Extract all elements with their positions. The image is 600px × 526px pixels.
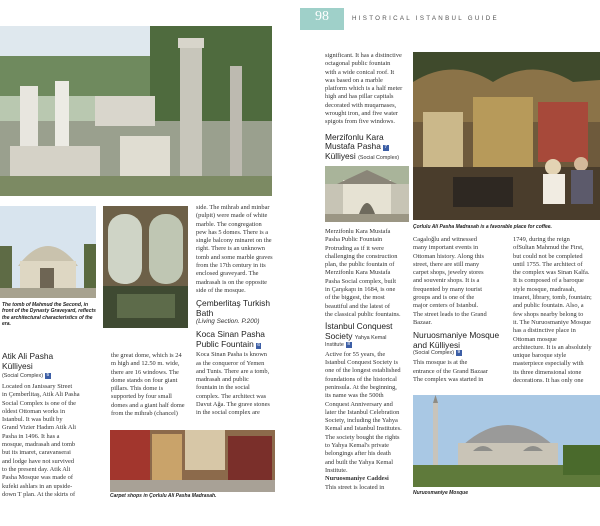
atik-ali-heading-2: Külliyesi <box>2 360 33 371</box>
merzifonlu-heading-2: Mustafa Pasha 7 <box>325 141 388 152</box>
merzifonlu-heading-3: Külliyesi (Social Complex) <box>325 150 400 161</box>
koca-sinan-body: Koca Sinan Pasha is known as the conqueror of Yemen and Tunis. There are a tomb, madrasah and public fountain in the social complex. The architect was Davut Ağa. The grave stones in the social complex are <box>196 351 270 417</box>
madrasah-photo <box>413 52 600 220</box>
cemberlitas-note: (Living Section. P.200) <box>196 318 260 326</box>
conquest-society-subhead: Institute 8 <box>325 341 351 348</box>
nuruosmaniye-subhead: (Social Complex) 9 <box>413 350 461 357</box>
atik-ali-heading-1: Atik Ali Pasha <box>2 351 54 361</box>
caption-carpet-shops: Carpet shops in Çorlulu Ali Pasha Madrasah. <box>110 493 217 499</box>
conquest-society-heading-1: İstanbul Conquest <box>325 321 393 332</box>
graveyard-photo <box>0 26 272 196</box>
fountain-description: significant. It has a distinctive octagonal public fountain with a wide conical roof. It was based on a marble platform which is a half meter high and has pillar capitals decorated with muqarnases, wrought iron, and five water spigots from five windows. <box>325 52 403 126</box>
tomb-photo <box>0 206 96 298</box>
location-badge: 5 <box>46 373 50 378</box>
atik-ali-subhead: (Social Complex) 5 <box>2 373 50 379</box>
page-number: 98 <box>315 9 329 24</box>
running-title: HISTORICAL ISTANBUL GUIDE <box>352 15 499 22</box>
cemberlitas-heading-2: Bath <box>196 307 214 318</box>
carpet-shops-photo <box>110 430 275 492</box>
column-4-top <box>325 52 411 162</box>
nuruosmaniye-heading-2: and Külliyesi <box>413 339 461 350</box>
street-label: Nuruosmaniye Caddesi <box>325 475 389 483</box>
atik-ali-body: Located on Janissary Street in Çemberlitaş, Atik Ali Pasha Social Complex is one of the oldest Ottoman works in Istanbul. It was built by Grand Vizier Hadım Atik Ali Pasha in 1496. It has a mosque, madrasah and tomb but its imaret, caravanserai and lodge have not survived to the present day. Atik Ali Pasha Mosque was made of kufeki ashlars in an upside- down T plan. At the skirts of <box>2 383 80 498</box>
location-badge: 7 <box>384 145 388 151</box>
conquest-society-body: Active for 55 years, the Istanbul Conquest Society is one of the longest established foundations of the historical peninsula. At the beginning, its name was the 500th Conquest Anniversary and later the Istanbul Celebration Society, including the Yahya Kemal and Istanbul Institutes. The society bought the rights to Yahya Kemal's private belongings after his death and built the Yahya Kemal Institute. Nuruosmaniye Caddesi This street is located in <box>325 351 411 492</box>
mosque-description: side. The mihrab and minbar (pulpit) were made of white marble. The congregation pew has 5 domes. There is a single balcony minaret on the right. There is an unknown tomb and some marble graves from the 17th century in its enclosed graveyard. The madrasah is on the opposite side of the mosque. <box>196 204 273 294</box>
tomb-interior-photo <box>103 206 188 328</box>
caption-tomb: The tomb of Mahmud the Second, in front of the Dynasty Graveyard, reflects the architectural characteristics of the era. <box>2 302 96 327</box>
merzifonlu-body: Merzifonlu Kara Mustafa Pasha Public Fountain Protruding as if it were challenging the construction plan, the public fountain of Merzifonlu Kara Mustafa Pasha Social complex, built in Çarşıkapı in 1684, is one of the biggest, the most beautiful and the latest of the classical public fountains. <box>325 228 401 318</box>
fountain-photo <box>325 166 409 222</box>
location-badge: 6 <box>257 342 260 348</box>
street-description: Cagaloğlu and witnessed many important events in Ottoman history. Along this street, there are still many carpet shops, jewelry stores and souvenir shops. It is a frequented by many tourist groups and is one of the major centers of Istanbul. The street leads to the Grand Bazaar. <box>413 236 487 326</box>
atik-ali-body-continued: the great dome, which is 24 m high and 12.50 m. wide, there are 16 windows. The dome stands on four giant pillars. This dome is supported by four small domes and a giant half dome from the mihrab (chancel) <box>111 352 185 418</box>
caption-nuruosmaniye: Nuruosmaniye Mosque <box>413 490 469 496</box>
koca-sinan-heading-2: Public Fountain 6 <box>196 338 260 349</box>
merzifonlu-heading-1: Merzifonlu Kara <box>325 131 384 142</box>
atik-ali-pasha-section <box>2 352 106 499</box>
nuruosmaniye-heading-1: Nuruosmaniye Mosque <box>413 330 500 341</box>
nuruosmaniye-body-continued: 1749, during the reign ofSultan Mahmud the First, but could not be completed until 1755. The architect of the complex was Sinan Kalfa. It is composed of a baroque style mosque, madrasah, imaret, library, tomb, fountain; and public fountain. Also, a few shops nearby belong to it. The Nuruosmaniye Mosque has a distinctive place in Ottoman mosque architecture. It is an absolutely unique baroque style masterpiece especially with its three dimensional stone decorations. It has only one <box>513 236 592 385</box>
nuruosmaniye-body: This mosque is at the entrance of the Grand Bazaar The complex was started in <box>413 359 488 383</box>
koca-sinan-heading-1: Koca Sinan Pasha <box>196 329 265 340</box>
column-4-lower <box>325 228 411 492</box>
conquest-society-heading-2: Society Yahya Kemal <box>325 330 387 341</box>
cemberlitas-heading-1: Çemberlitaş Turkish <box>196 298 271 309</box>
column-3 <box>196 204 308 418</box>
location-badge: 8 <box>347 341 351 347</box>
column-5 <box>413 236 513 384</box>
location-badge: 9 <box>457 350 461 356</box>
nuruosmaniye-photo <box>413 395 600 487</box>
caption-madrasah: Çorlulu Ali Pasha Madrasah is a favorable place for coffee. <box>413 224 552 230</box>
